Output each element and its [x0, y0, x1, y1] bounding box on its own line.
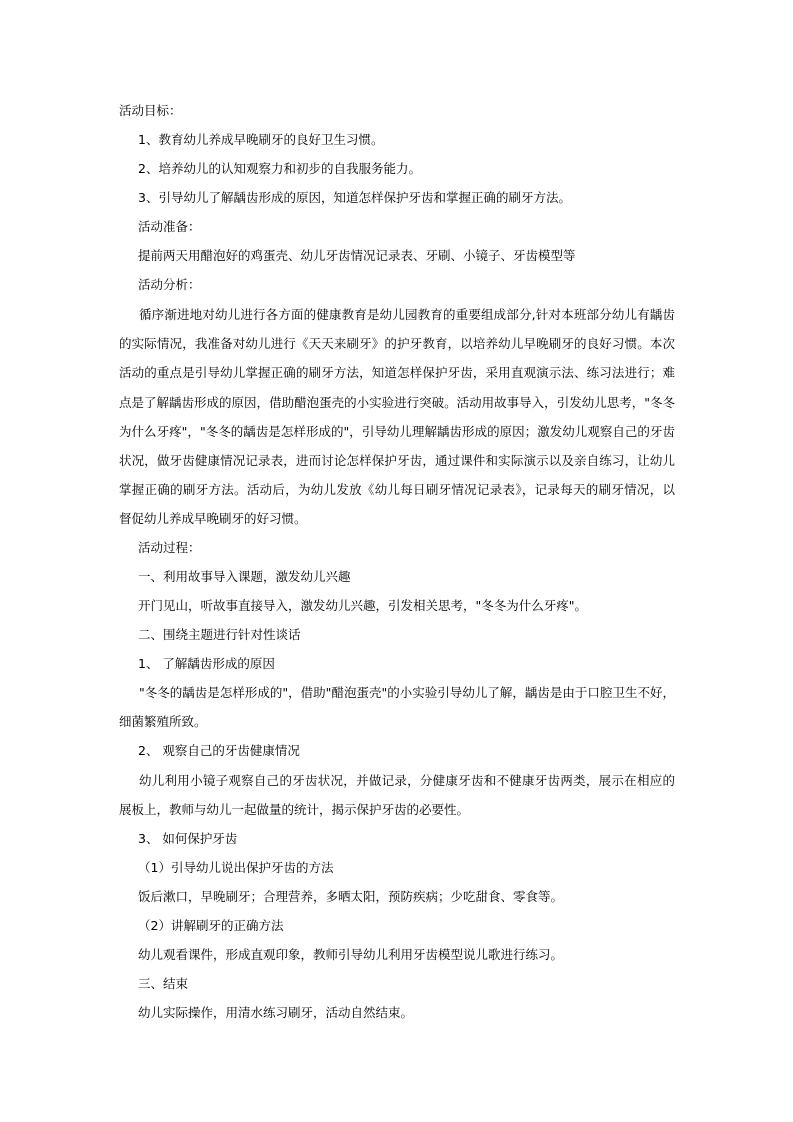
- goal-heading: 活动目标：: [119, 103, 182, 118]
- subsection-2-text: 幼儿利用小镜子观察自己的牙齿状况，并做记录，分健康牙齿和不健康牙齿两类，展示在相应的展板上，教师与幼儿一起做量的统计，揭示保护牙齿的必要性。: [119, 773, 675, 818]
- subsection-3a-text: 饭后漱口，早晚刷牙；合理营养，多晒太阳，预防疾病；少吃甜食、零食等。: [138, 889, 564, 904]
- goal-item-3: 3、引导幼儿了解龋齿形成的原因，知道怎样保护牙齿和掌握正确的刷牙方法。: [138, 190, 571, 205]
- section-1-text: 开门见山，听故事直接导入，激发幼儿兴趣，引发相关思考，"冬冬为什么牙疼"。: [138, 598, 588, 613]
- goal-item-1: 1、教育幼儿养成早晚刷牙的良好卫生习惯。: [138, 132, 384, 147]
- subsection-3b-text: 幼儿观看课件，形成直观印象，教师引导幼儿利用牙齿模型说儿歌进行练习。: [138, 947, 564, 962]
- section-3-title: 三、结束: [138, 976, 189, 991]
- subsection-3a-title: （1）引导幼儿说出保护牙齿的方法: [138, 860, 334, 875]
- section-1-title: 一、利用故事导入课题，激发幼儿兴趣: [138, 569, 351, 584]
- analysis-heading: 活动分析：: [138, 277, 201, 292]
- prep-text: 提前两天用醋泡好的鸡蛋壳、幼儿牙齿情况记录表、牙刷、小镜子、牙齿模型等: [138, 248, 576, 263]
- subsection-3b-title: （2）讲解刷牙的正确方法: [138, 918, 284, 933]
- section-2-title: 二、围绕主题进行针对性谈话: [138, 627, 301, 642]
- subsection-3-title: 3、 如何保护牙齿: [138, 831, 238, 846]
- process-heading: 活动过程：: [138, 540, 201, 555]
- subsection-2-title: 2、 观察自己的牙齿健康情况: [138, 743, 300, 758]
- subsection-1-text: "冬冬的龋齿是怎样形成的"，借助"醋泡蛋壳"的小实验引导幼儿了解，龋齿是由于口腔卫生不好，细菌繁殖所致。: [119, 685, 675, 730]
- subsection-1-title: 1、 了解龋齿形成的原因: [138, 656, 275, 671]
- prep-heading: 活动准备：: [138, 219, 201, 234]
- analysis-paragraph: 循序渐进地对幼儿进行各方面的健康教育是幼儿园教育的重要组成部分,针对本班部分幼儿有龋齿的实际情况，我准备对幼儿进行《天天来刷牙》的护牙教育，以培养幼儿早晚刷牙的良好习惯。本次活动的重点是引导幼儿掌握正确的刷牙方法，知道怎样保护牙齿，采用直观演示法、练习法进行；难点是了解龋齿形成的原因，借助醋泡蛋壳的小实验进行突破。活动用故事导入，引发幼儿思考，"冬冬为什么牙疼"，"冬冬的龋齿是怎样形成的"，引导幼儿理解龋齿形成的原因；激发幼儿观察自己的牙齿状况，做牙齿健康情况记录表，进而讨论怎样保护牙齿，通过课件和实际演示以及亲自练习，让幼儿掌握正确的刷牙方法。活动后，为幼儿发放《幼儿每日刷牙情况记录表》，记录每天的刷牙情况，以督促幼儿养成早晚刷牙的好习惯。: [119, 307, 675, 527]
- section-3-text: 幼儿实际操作，用清水练习刷牙，活动自然结束。: [138, 1005, 414, 1020]
- goal-item-2: 2、培养幼儿的认知观察力和初步的自我服务能力。: [138, 161, 421, 176]
